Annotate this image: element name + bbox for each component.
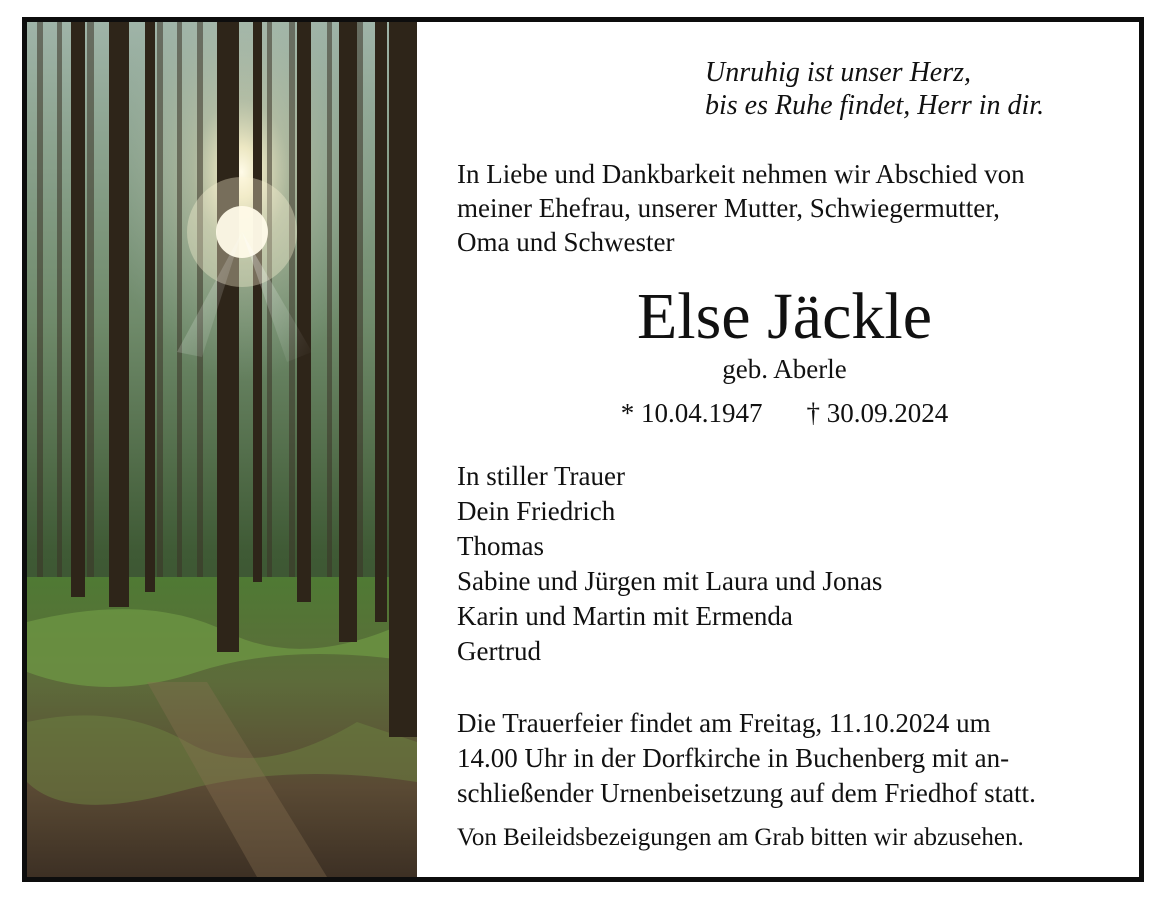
verse-quote <box>705 56 1044 122</box>
intro-line: meiner Ehefrau, unserer Mutter, Schwiegermutter, <box>457 193 1000 223</box>
birth-date: * 10.04.1947 <box>620 398 763 428</box>
ceremony-line: Die Trauerfeier findet am Freitag, 11.10.2024 um <box>457 708 991 738</box>
death-date: † 30.09.2024 <box>806 398 949 428</box>
ceremony-line: 14.00 Uhr in der Dorfkirche in Buchenberg mit an- <box>457 743 1010 773</box>
intro-text <box>457 157 1025 259</box>
mourner-line: In stiller Trauer <box>457 461 625 491</box>
mourner-line: Karin und Martin mit Ermenda <box>457 601 793 631</box>
intro-line: Oma und Schwester <box>457 227 675 257</box>
ceremony-line: schließender Urnenbeisetzung auf dem Friedhof statt. <box>457 778 1036 808</box>
intro-line: In Liebe und Dankbarkeit nehmen wir Abschied von <box>457 159 1025 189</box>
condolence-note: Von Beileidsbezeigungen am Grab bitten wir abzusehen. <box>457 824 1024 851</box>
forest-sunlight-photo <box>27 22 417 877</box>
mourners-list <box>457 459 882 669</box>
mourner-line: Thomas <box>457 531 544 561</box>
mourner-line: Gertrud <box>457 636 541 666</box>
maiden-name: geb. Aberle <box>722 354 847 384</box>
notice-text-panel <box>417 22 1139 877</box>
verse-line: Unruhig ist unser Herz, <box>705 57 972 88</box>
ceremony-info <box>457 706 1036 811</box>
deceased-name: Else Jäckle <box>636 280 933 353</box>
obituary-notice <box>22 17 1144 882</box>
verse-line: bis es Ruhe findet, Herr in dir. <box>705 90 1045 121</box>
mourner-line: Sabine und Jürgen mit Laura und Jonas <box>457 566 883 596</box>
life-dates <box>417 396 1144 430</box>
mourner-line: Dein Friedrich <box>457 496 616 526</box>
